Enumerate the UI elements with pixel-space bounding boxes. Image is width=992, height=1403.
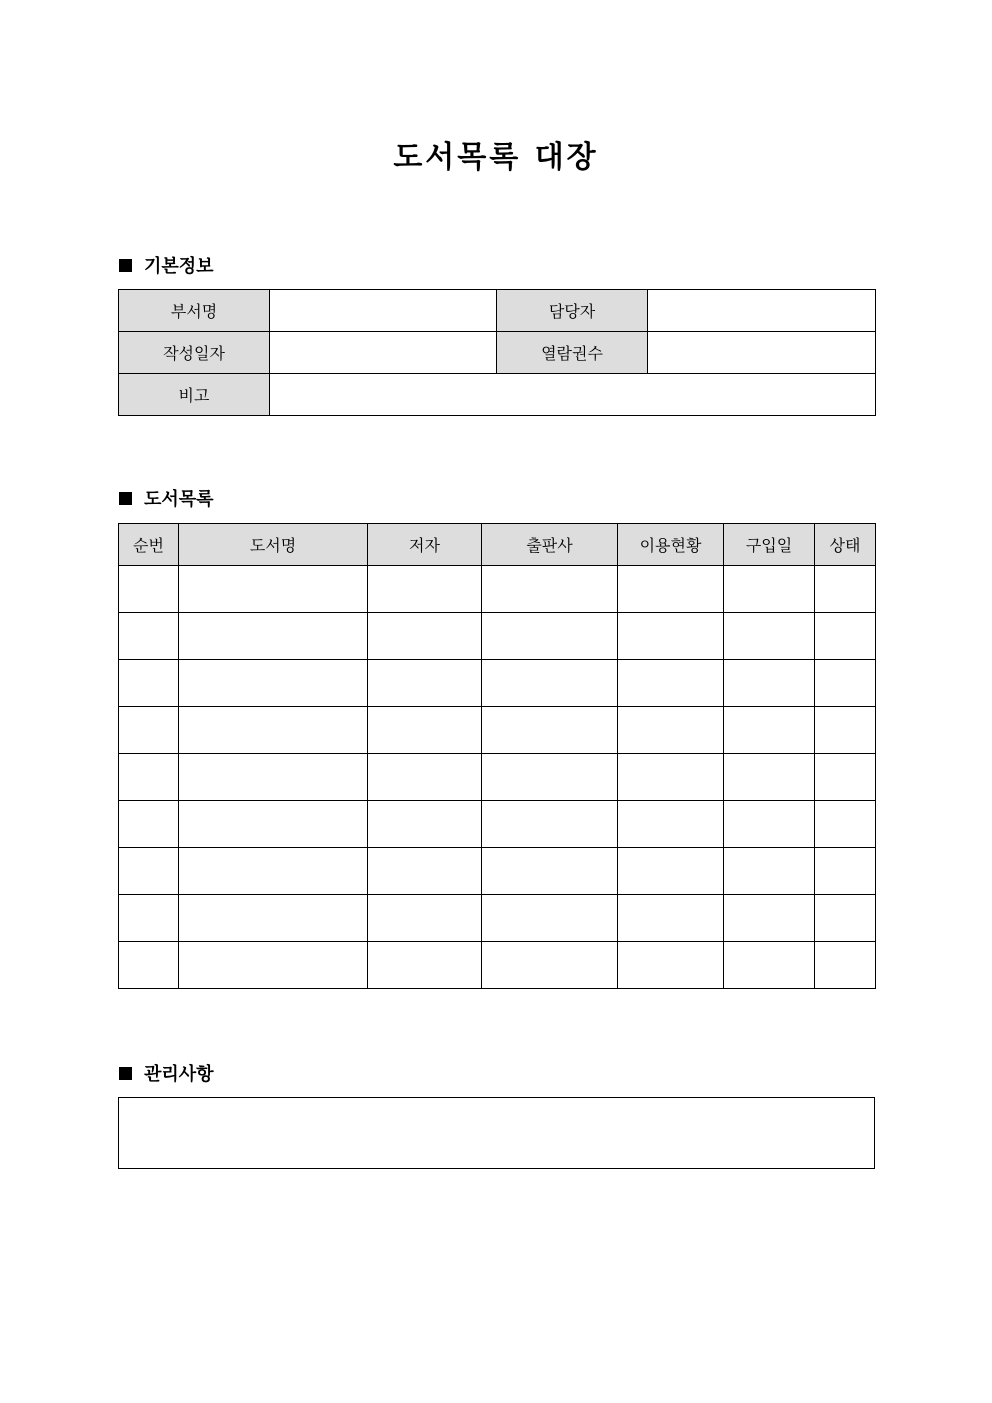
- table-cell[interactable]: [724, 566, 815, 613]
- table-cell[interactable]: [368, 801, 482, 848]
- table-cell[interactable]: [724, 613, 815, 660]
- table-row: [119, 613, 876, 660]
- column-header: 도서명: [179, 524, 368, 566]
- table-cell[interactable]: [724, 801, 815, 848]
- table-row: [119, 942, 876, 989]
- table-cell[interactable]: [482, 660, 618, 707]
- table-cell[interactable]: [815, 895, 876, 942]
- table-cell[interactable]: [368, 942, 482, 989]
- table-cell[interactable]: [618, 754, 724, 801]
- table-cell[interactable]: [482, 707, 618, 754]
- management-notes-box[interactable]: [118, 1097, 875, 1169]
- table-cell[interactable]: [179, 895, 368, 942]
- table-cell[interactable]: [368, 707, 482, 754]
- volumes-value[interactable]: [648, 332, 876, 374]
- table-cell[interactable]: [368, 566, 482, 613]
- table-row: [119, 801, 876, 848]
- table-row: [119, 754, 876, 801]
- remarks-label: 비고: [119, 374, 270, 416]
- table-cell[interactable]: [368, 895, 482, 942]
- table-cell[interactable]: [618, 895, 724, 942]
- table-cell[interactable]: [119, 566, 179, 613]
- table-cell[interactable]: [368, 660, 482, 707]
- table-cell[interactable]: [482, 754, 618, 801]
- table-cell[interactable]: [179, 707, 368, 754]
- table-cell[interactable]: [119, 942, 179, 989]
- volumes-label: 열람권수: [497, 332, 648, 374]
- table-cell[interactable]: [618, 566, 724, 613]
- table-cell[interactable]: [724, 754, 815, 801]
- date-written-value[interactable]: [270, 332, 497, 374]
- table-cell[interactable]: [482, 895, 618, 942]
- table-cell[interactable]: [724, 707, 815, 754]
- basic-info-heading-label: 기본정보: [144, 256, 214, 277]
- column-header: 구입일: [724, 524, 815, 566]
- column-header: 이용현황: [618, 524, 724, 566]
- table-cell[interactable]: [618, 707, 724, 754]
- table-cell[interactable]: [368, 613, 482, 660]
- table-row: [119, 895, 876, 942]
- table-cell[interactable]: [815, 707, 876, 754]
- table-cell[interactable]: [482, 848, 618, 895]
- table-cell[interactable]: [179, 613, 368, 660]
- table-cell[interactable]: [815, 660, 876, 707]
- table-cell[interactable]: [815, 754, 876, 801]
- table-cell[interactable]: [618, 613, 724, 660]
- manager-value[interactable]: [648, 290, 876, 332]
- square-bullet-icon: [119, 259, 132, 272]
- table-cell[interactable]: [815, 942, 876, 989]
- table-cell[interactable]: [119, 613, 179, 660]
- manager-label: 담당자: [497, 290, 648, 332]
- table-row: [119, 660, 876, 707]
- table-cell[interactable]: [482, 801, 618, 848]
- table-cell[interactable]: [815, 613, 876, 660]
- square-bullet-icon: [119, 492, 132, 505]
- remarks-value[interactable]: [270, 374, 876, 416]
- table-cell[interactable]: [815, 848, 876, 895]
- column-header: 순번: [119, 524, 179, 566]
- table-row: [119, 848, 876, 895]
- table-cell[interactable]: [119, 660, 179, 707]
- table-row: [119, 707, 876, 754]
- table-cell[interactable]: [119, 801, 179, 848]
- table-cell[interactable]: [179, 566, 368, 613]
- book-list-header-row: [119, 524, 876, 566]
- book-list-heading: [119, 485, 214, 511]
- table-cell[interactable]: [724, 895, 815, 942]
- table-cell[interactable]: [815, 801, 876, 848]
- department-label: 부서명: [119, 290, 270, 332]
- table-cell[interactable]: [618, 801, 724, 848]
- table-cell[interactable]: [724, 660, 815, 707]
- table-cell[interactable]: [724, 942, 815, 989]
- page-title: 도서목록 대장: [393, 140, 599, 175]
- table-cell[interactable]: [119, 754, 179, 801]
- management-heading: [119, 1060, 214, 1086]
- table-cell[interactable]: [179, 942, 368, 989]
- table-cell[interactable]: [119, 848, 179, 895]
- book-list-table: [118, 523, 876, 989]
- table-cell[interactable]: [119, 895, 179, 942]
- book-list-heading-label: 도서목록: [144, 489, 214, 510]
- table-cell[interactable]: [119, 707, 179, 754]
- table-cell[interactable]: [724, 848, 815, 895]
- table-cell[interactable]: [482, 942, 618, 989]
- column-header: 저자: [368, 524, 482, 566]
- column-header: 출판사: [482, 524, 618, 566]
- basic-info-heading: [119, 252, 214, 278]
- management-heading-label: 관리사항: [144, 1064, 214, 1085]
- table-cell[interactable]: [618, 660, 724, 707]
- column-header: 상태: [815, 524, 876, 566]
- table-cell[interactable]: [179, 848, 368, 895]
- table-row: [119, 566, 876, 613]
- table-cell[interactable]: [618, 942, 724, 989]
- table-cell[interactable]: [179, 754, 368, 801]
- table-cell[interactable]: [618, 848, 724, 895]
- table-cell[interactable]: [368, 848, 482, 895]
- table-cell[interactable]: [815, 566, 876, 613]
- date-written-label: 작성일자: [119, 332, 270, 374]
- square-bullet-icon: [119, 1067, 132, 1080]
- basic-info-table: [118, 289, 876, 416]
- table-cell[interactable]: [368, 754, 482, 801]
- department-value[interactable]: [270, 290, 497, 332]
- table-cell[interactable]: [482, 566, 618, 613]
- table-cell[interactable]: [179, 801, 368, 848]
- table-cell[interactable]: [179, 660, 368, 707]
- table-cell[interactable]: [482, 613, 618, 660]
